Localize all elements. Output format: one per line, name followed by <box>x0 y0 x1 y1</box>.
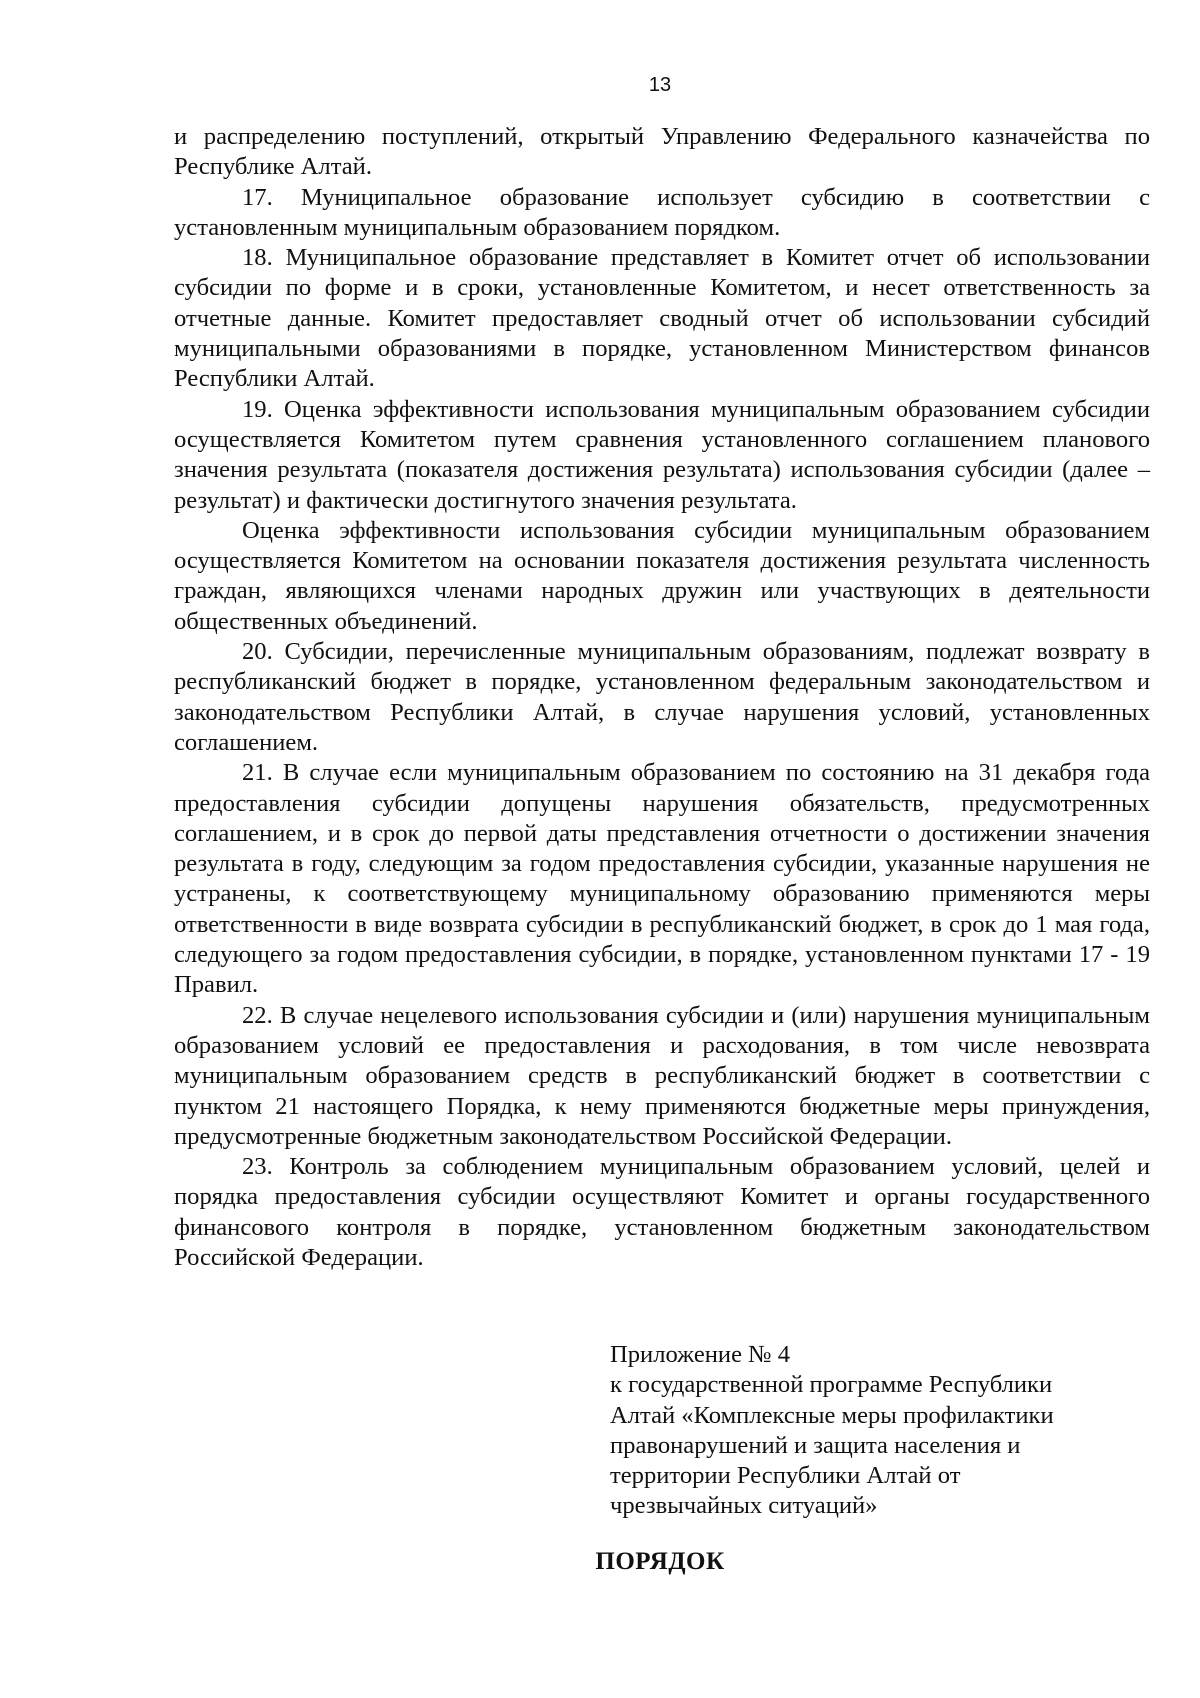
appendix-line: чрезвычайных ситуаций» <box>610 1492 878 1520</box>
appendix-line: правонарушений и защита населения и <box>610 1431 1021 1459</box>
appendix-line: территории Республики Алтай от <box>610 1462 961 1490</box>
appendix-line: Приложение № 4 <box>610 1341 791 1368</box>
appendix-note <box>610 1340 1150 1522</box>
document-title: ПОРЯДОК <box>595 1548 725 1575</box>
paragraph-22: 22. В случае нецелевого использования субсидии и (или) нарушения муниципальным образованием условий ее предоставления и расходования, в том числе невозврата муниципальным образованием средств в республиканский бюджет в соответствии с пунктом 21 настоящего Порядка, к нему применяются бюджетные меры принуждения, предусмотренные бюджетным законодательством Российской Федерации. <box>174 1001 1150 1150</box>
paragraph-20: 20. Субсидии, перечисленные муниципальным образованиям, подлежат возврату в республиканский бюджет в порядке, установленном федеральным законодательством и законодательством Республики Алтай, в случае нарушения условий, установленных соглашением. <box>174 638 1150 756</box>
paragraph-19-assessment: Оценка эффективности использования субсидии муниципальным образованием осуществляется Комитетом на основании показателя достижения результата численность граждан, являющихся членами народных дружин или участвующих в деятельности общественных объединений. <box>174 516 1150 635</box>
appendix-line: к государственной программе Республики <box>610 1371 1053 1399</box>
document-body <box>174 122 1150 1273</box>
appendix-line: Алтай «Комплексные меры профилактики <box>610 1401 1054 1429</box>
page-number: 13 <box>648 74 672 96</box>
paragraph-18: 18. Муниципальное образование представляет в Комитет отчет об использовании субсидии по форме и в сроки, установленные Комитетом, и несет ответственность за отчетные данные. Комитет предоставляет сводный отчет об использовании субсидий муниципальными образованиями в порядке, установленном Министерством финансов Республики Алтай. <box>174 244 1150 393</box>
paragraph-21: 21. В случае если муниципальным образованием по состоянию на 31 декабря года предоставления субсидии допущены нарушения обязательств, предусмотренных соглашением, и в срок до первой даты представления отчетности о достижении значения результата в году, следующим за годом предоставления субсидии, указанные нарушения не устранены, к соответствующему муниципальному образованию применяются меры ответственности в виде возврата субсидии в республиканский бюджет, в срок до 1 мая года, следующего за годом предоставления субсидии, в порядке, установленном пунктами 17 - 19 Правил. <box>174 759 1150 999</box>
paragraph-23: 23. Контроль за соблюдением муниципальным образованием условий, целей и порядка предоставления субсидии осуществляют Комитет и органы государственного финансового контроля в порядке, установленном бюджетным законодательством Российской Федерации. <box>174 1153 1150 1271</box>
paragraph-19: 19. Оценка эффективности использования муниципальным образованием субсидии осуществляется Комитетом путем сравнения установленного соглашением планового значения результата (показателя достижения результата) использования субсидии (далее – результат) и фактически достигнутого значения результата. <box>174 395 1150 514</box>
paragraph-17: 17. Муниципальное образование использует субсидию в соответствии с установленным муниципальным образованием порядком. <box>174 183 1150 241</box>
paragraph-continuation: и распределению поступлений, открытый Управлению Федерального казначейства по Республике Алтай. <box>174 123 1150 181</box>
